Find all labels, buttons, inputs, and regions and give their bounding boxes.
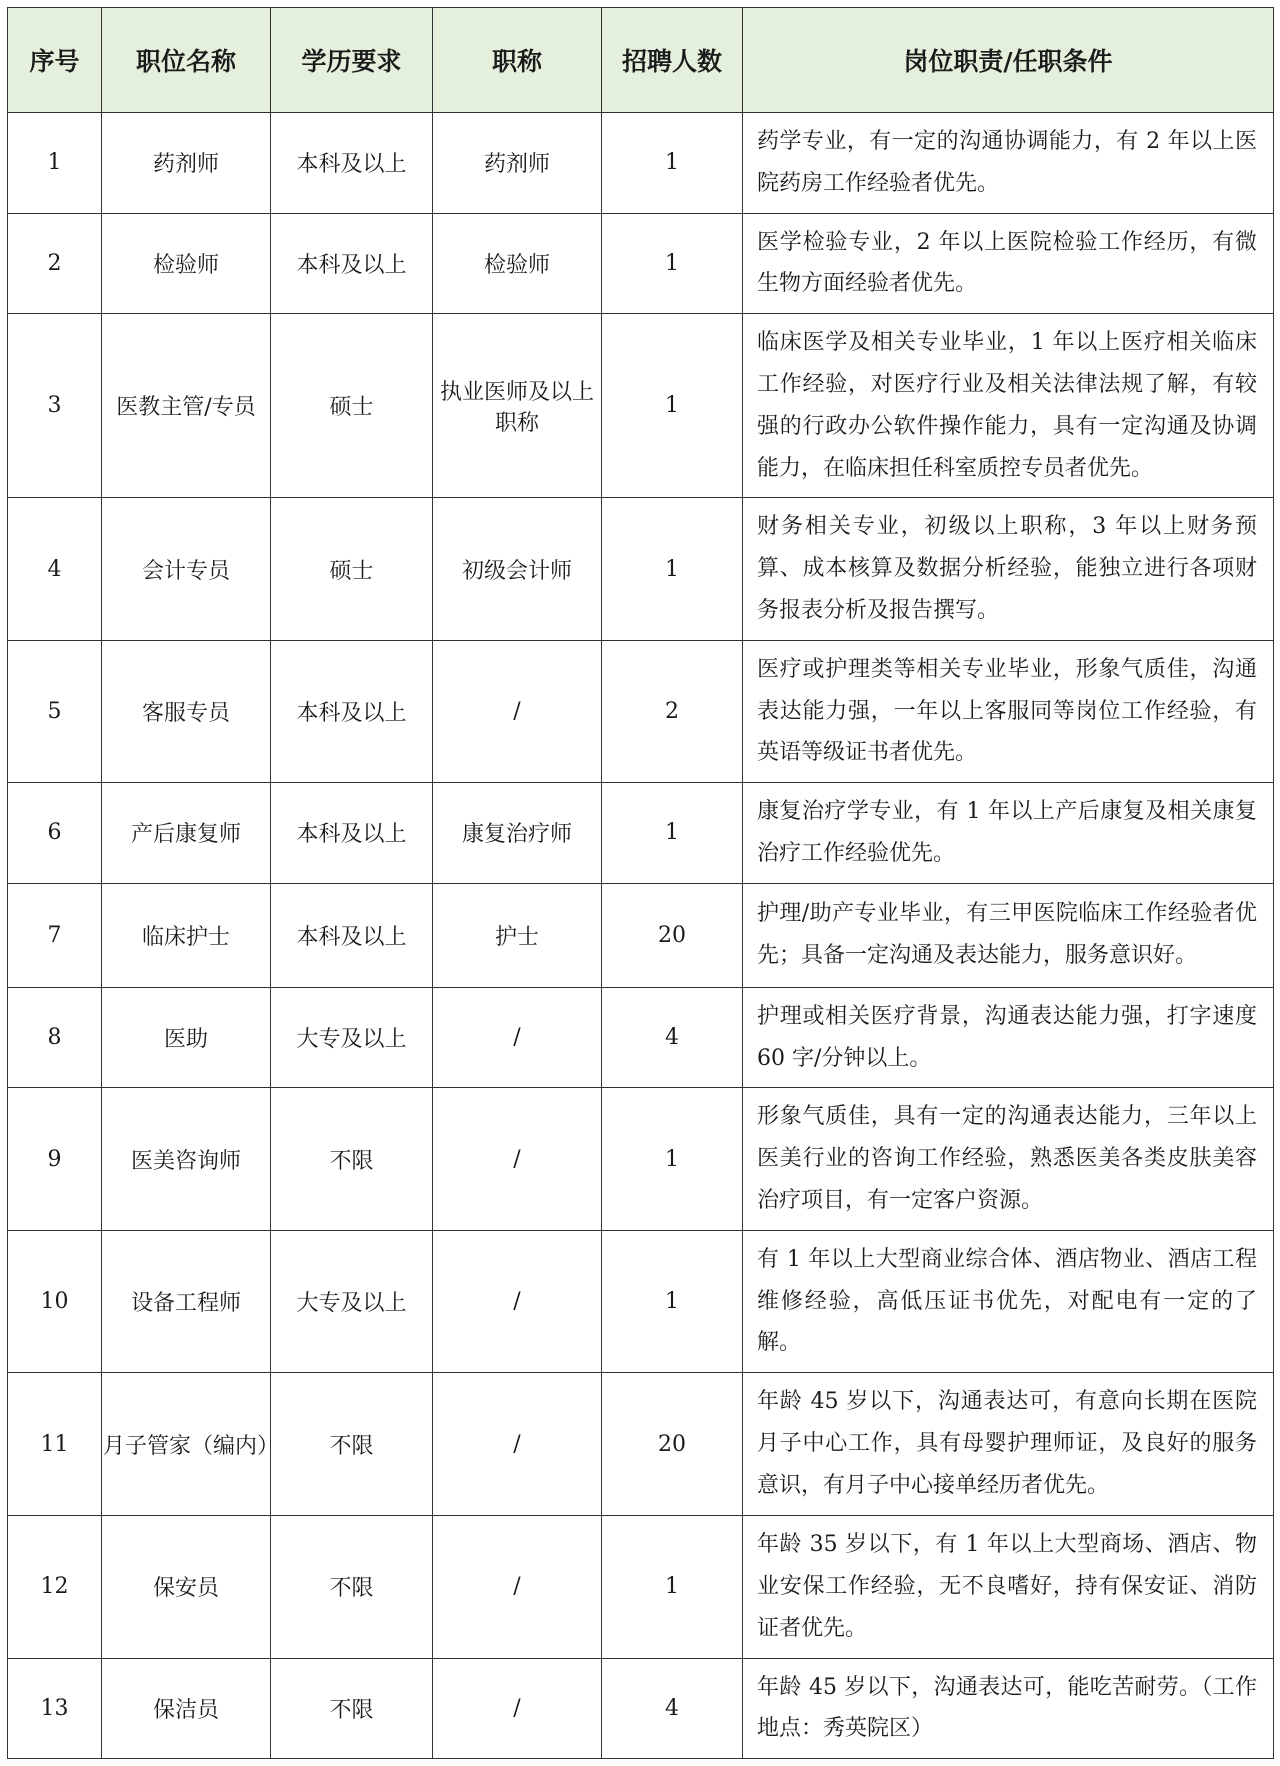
position-name: 医美咨询师 <box>102 1088 271 1230</box>
header-count: 招聘人数 <box>602 8 743 113</box>
job-description: 有 1 年以上大型商业综合体、酒店物业、酒店工程维修经验，高低压证书优先，对配电有一定的了解。 <box>743 1230 1274 1372</box>
table-row <box>8 883 1274 987</box>
job-description: 护理/助产专业毕业，有三甲医院临床工作经验者优先；具备一定沟通及表达能力，服务意识好。 <box>743 883 1274 987</box>
education-requirement: 不限 <box>271 1373 433 1516</box>
education-requirement: 不限 <box>271 1516 433 1658</box>
headcount: 20 <box>602 883 743 987</box>
job-description: 医学检验专业，2 年以上医院检验工作经历，有微生物方面经验者优先。 <box>743 213 1274 314</box>
header-title: 职称 <box>433 8 602 113</box>
header-position: 职位名称 <box>102 8 271 113</box>
table-row <box>8 498 1274 640</box>
education-requirement: 本科及以上 <box>271 113 433 214</box>
header-education: 学历要求 <box>271 8 433 113</box>
row-number: 1 <box>8 113 102 214</box>
table-row <box>8 783 1274 884</box>
headcount: 4 <box>602 1658 743 1759</box>
position-name: 检验师 <box>102 213 271 314</box>
headcount: 2 <box>602 640 743 782</box>
position-name: 产后康复师 <box>102 783 271 884</box>
row-number: 9 <box>8 1088 102 1230</box>
position-name: 设备工程师 <box>102 1230 271 1372</box>
job-description: 医疗或护理类等相关专业毕业，形象气质佳，沟通表达能力强，一年以上客服同等岗位工作经验，有英语等级证书者优先。 <box>743 640 1274 782</box>
header-row <box>8 8 1274 113</box>
row-number: 4 <box>8 498 102 640</box>
job-description: 年龄 35 岁以下，有 1 年以上大型商场、酒店、物业安保工作经验，无不良嗜好，持有保安证、消防证者优先。 <box>743 1516 1274 1658</box>
position-name: 医教主管/专员 <box>102 314 271 498</box>
professional-title: / <box>433 1373 602 1516</box>
education-requirement: 硕士 <box>271 498 433 640</box>
recruitment-table <box>7 7 1274 1759</box>
table-row <box>8 1373 1274 1516</box>
position-name: 会计专员 <box>102 498 271 640</box>
headcount: 1 <box>602 314 743 498</box>
table-row <box>8 640 1274 782</box>
row-number: 2 <box>8 213 102 314</box>
position-name: 临床护士 <box>102 883 271 987</box>
education-requirement: 大专及以上 <box>271 1230 433 1372</box>
professional-title: / <box>433 987 602 1088</box>
headcount: 1 <box>602 1088 743 1230</box>
education-requirement: 大专及以上 <box>271 987 433 1088</box>
row-number: 3 <box>8 314 102 498</box>
professional-title: / <box>433 640 602 782</box>
table-row <box>8 987 1274 1088</box>
education-requirement: 本科及以上 <box>271 213 433 314</box>
headcount: 1 <box>602 1516 743 1658</box>
row-number: 5 <box>8 640 102 782</box>
table-row <box>8 1658 1274 1759</box>
professional-title: / <box>433 1088 602 1230</box>
professional-title: 检验师 <box>433 213 602 314</box>
professional-title: / <box>433 1516 602 1658</box>
position-name: 保洁员 <box>102 1658 271 1759</box>
table-row <box>8 113 1274 214</box>
headcount: 1 <box>602 113 743 214</box>
education-requirement: 硕士 <box>271 314 433 498</box>
headcount: 20 <box>602 1373 743 1516</box>
headcount: 1 <box>602 498 743 640</box>
row-number: 10 <box>8 1230 102 1372</box>
job-description: 财务相关专业，初级以上职称，3 年以上财务预算、成本核算及数据分析经验，能独立进行各项财务报表分析及报告撰写。 <box>743 498 1274 640</box>
headcount: 1 <box>602 213 743 314</box>
professional-title: 药剂师 <box>433 113 602 214</box>
job-description: 康复治疗学专业，有 1 年以上产后康复及相关康复治疗工作经验优先。 <box>743 783 1274 884</box>
row-number: 7 <box>8 883 102 987</box>
headcount: 1 <box>602 783 743 884</box>
headcount: 4 <box>602 987 743 1088</box>
row-number: 13 <box>8 1658 102 1759</box>
table-row <box>8 213 1274 314</box>
headcount: 1 <box>602 1230 743 1372</box>
row-number: 12 <box>8 1516 102 1658</box>
row-number: 8 <box>8 987 102 1088</box>
row-number: 6 <box>8 783 102 884</box>
professional-title: 护士 <box>433 883 602 987</box>
job-description: 年龄 45 岁以下，沟通表达可，有意向长期在医院月子中心工作，具有母婴护理师证，及良好的服务意识，有月子中心接单经历者优先。 <box>743 1373 1274 1516</box>
professional-title: / <box>433 1230 602 1372</box>
position-name: 月子管家（编内） <box>102 1373 271 1516</box>
education-requirement: 本科及以上 <box>271 783 433 884</box>
position-name: 保安员 <box>102 1516 271 1658</box>
professional-title: 执业医师及以上职称 <box>433 314 602 498</box>
table-row <box>8 1230 1274 1372</box>
position-name: 药剂师 <box>102 113 271 214</box>
position-name: 医助 <box>102 987 271 1088</box>
table-row <box>8 1516 1274 1658</box>
professional-title: 康复治疗师 <box>433 783 602 884</box>
header-description: 岗位职责/任职条件 <box>743 8 1274 113</box>
position-name: 客服专员 <box>102 640 271 782</box>
table-row <box>8 1088 1274 1230</box>
education-requirement: 本科及以上 <box>271 640 433 782</box>
header-no: 序号 <box>8 8 102 113</box>
job-description: 临床医学及相关专业毕业，1 年以上医疗相关临床工作经验，对医疗行业及相关法律法规了解，有较强的行政办公软件操作能力，具有一定沟通及协调能力，在临床担任科室质控专员者优先。 <box>743 314 1274 498</box>
education-requirement: 本科及以上 <box>271 883 433 987</box>
education-requirement: 不限 <box>271 1088 433 1230</box>
table-row <box>8 314 1274 498</box>
education-requirement: 不限 <box>271 1658 433 1759</box>
job-description: 药学专业，有一定的沟通协调能力，有 2 年以上医院药房工作经验者优先。 <box>743 113 1274 214</box>
job-description: 年龄 45 岁以下，沟通表达可，能吃苦耐劳。（工作地点：秀英院区） <box>743 1658 1274 1759</box>
job-description: 形象气质佳，具有一定的沟通表达能力，三年以上医美行业的咨询工作经验，熟悉医美各类皮肤美容治疗项目，有一定客户资源。 <box>743 1088 1274 1230</box>
professional-title: / <box>433 1658 602 1759</box>
row-number: 11 <box>8 1373 102 1516</box>
job-description: 护理或相关医疗背景，沟通表达能力强，打字速度 60 字/分钟以上。 <box>743 987 1274 1088</box>
professional-title: 初级会计师 <box>433 498 602 640</box>
